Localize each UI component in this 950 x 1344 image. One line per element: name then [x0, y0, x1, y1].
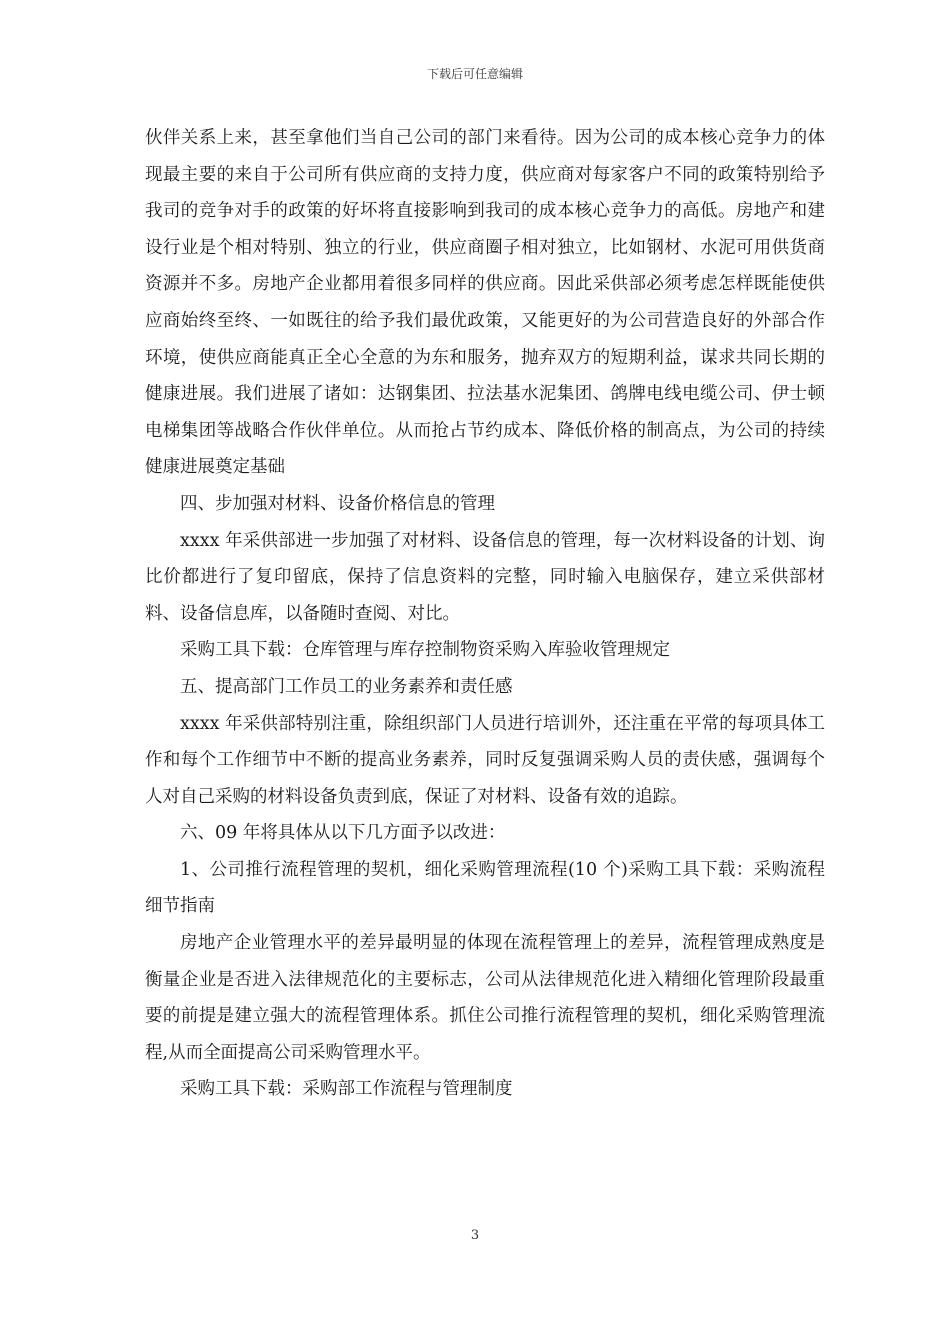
heading-section-5: 五、提高部门工作员工的业务素养和责任感 — [180, 676, 513, 697]
page-number: 3 — [470, 1228, 480, 1243]
paragraph-item-1: 1、公司推行流程管理的契机，细化采购管理流程(10 个)采购工具下载：采购流程细节指南 — [145, 859, 825, 917]
heading-section-4: 四、步加强对材料、设备价格信息的管理 — [180, 493, 495, 514]
paragraph-tool-download-2: 采购工具下载：采购部工作流程与管理制度 — [180, 1079, 513, 1100]
heading-section-6: 六、09 年将具体从以下几方面予以改进： — [180, 823, 506, 844]
document-body — [145, 120, 825, 1108]
paragraph-staff-quality: xxxx 年采供部特别注重，除组织部门人员进行培训外，还注重在平常的每项具体工作和每个工作细节中不断的提高业务素养，同时反复强调采购人员的责伕感，强调每个人对自己采购的材料设备负责到底，保证了对材料、设备有效的追踪。 — [145, 713, 825, 807]
paragraph-process-management: 房地产企业管理水平的差异最明显的体现在流程管理上的差异，流程管理成熟度是衡量企业是否进入法律规范化的主要标志，公司从法律规范化进入精细化管理阶段最重要的前提是建立强大的流程管理体系。抓住公司推行流程管理的契机，细化采购管理流程,从而全面提高公司采购管理水平。 — [145, 933, 825, 1063]
paragraph-tool-download-1: 采购工具下载：仓库管理与库存控制物资采购入库验收管理规定 — [180, 640, 670, 661]
paragraph-partnership: 伙伴关系上来，甚至拿他们当自己公司的部门来看待。因为公司的成本核心竞争力的体现最主要的来自于公司所有供应商的支持力度，供应商对每家客户不同的政策特别给予我司的竞争对手的政策的好坏将直接影响到我司的成本核心竞争力的高低。房地产和建设行业是个相对特别、独立的行业，供应商圈子相对独立，比如钢材、水泥可用供货商资源并不多。房地产企业都用着很多同样的供应商。因此采供部必须考虑怎样既能使供应商始终至终、一如既往的给予我们最优政策，又能更好的为公司营造良好的外部合作环境，使供应商能真正全心全意的为东和服务，抛弃双方的短期利益，谋求共同长期的健康进展。我们进展了诸如：达钢集团、拉法基水泥集团、鸽牌电线电缆公司、伊士顿电梯集团等战略合作伙伴单位。从而抢占节约成本、降低价格的制高点，为公司的持续健康进展奠定基础 — [145, 128, 825, 478]
page-header: 下载后可任意编辑 — [426, 67, 523, 81]
paragraph-price-info: xxxx 年采供部进一步加强了对材料、设备信息的管理，每一次材料设备的计划、询比价都进行了复印留底，保持了信息资料的完整，同时输入电脑保存，建立采供部材料、设备信息库，以备随时查阅、对比。 — [145, 530, 825, 624]
